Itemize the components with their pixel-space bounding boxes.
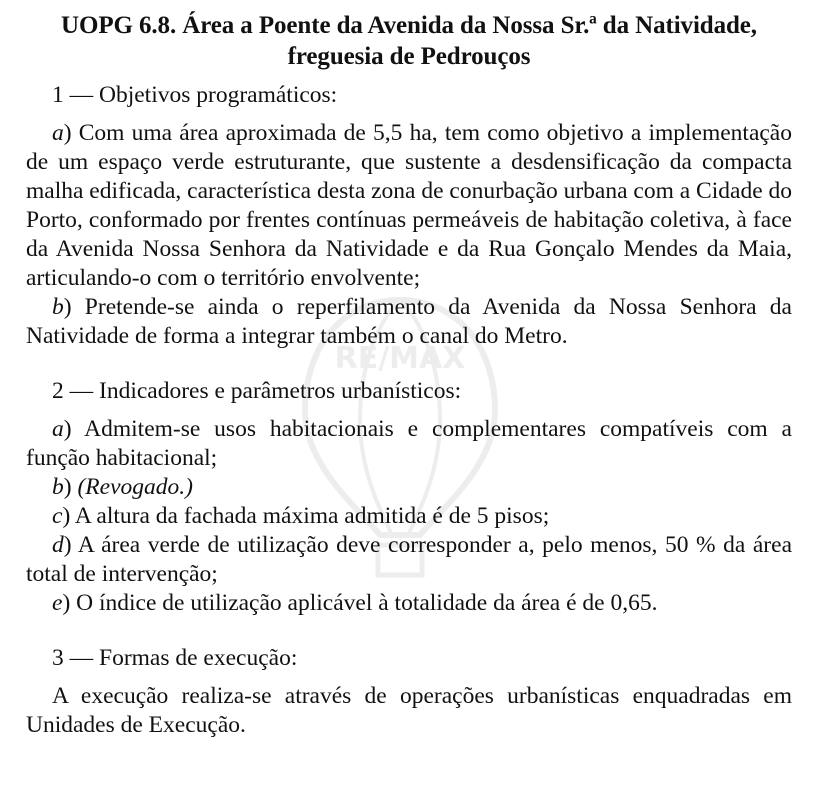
section-2-item-e	[26, 589, 792, 618]
item-text: ) Admitem-se usos habitacionais e complementares compatíveis com a função habitacional;	[26, 416, 792, 471]
section-2-item-b	[26, 473, 792, 502]
title-line-1: UOPG 6.8. Área a Poente da Avenida da Nossa Sr.ª da Natividade,	[61, 12, 757, 39]
item-text: ) Com uma área aproximada de 5,5 ha, tem como objetivo a implementação de um espaço verde estruturante, que sustente a desdensificação da compacta malha edificada, característica desta zona de conurbação urbana com a Cidade do Porto, conformado por frentes contínuas permeáveis de habitação coletiva, à face da Avenida Nossa Senhora da Natividade e da Rua Gonçalo Mendes da Maia, articulando-o com o território envolvente;	[26, 120, 792, 291]
section-1-heading: 1 — Objetivos programáticos:	[52, 82, 338, 108]
item-text: (Revogado.)	[77, 474, 193, 500]
item-label: e	[52, 590, 63, 616]
item-label: b	[52, 294, 64, 320]
item-text: ) A altura da fachada máxima admitida é de 5 pisos;	[62, 503, 550, 529]
section-2-item-c	[26, 502, 792, 531]
watermark-text: RE/MAX	[334, 341, 466, 376]
document-title	[26, 10, 792, 72]
item-label: a	[52, 416, 64, 442]
section-3-heading: 3 — Formas de execução:	[52, 645, 298, 671]
section-2-item-a	[26, 415, 792, 473]
item-paren: )	[63, 474, 78, 500]
section-2-item-d	[26, 531, 792, 589]
item-label: c	[52, 503, 63, 529]
item-text: ) A área verde de utilização deve corresponder a, pelo menos, 50 % da área total de intervenção;	[26, 532, 792, 587]
document-page	[26, 10, 792, 740]
section-3-body: A execução realiza-se através de operações urbanísticas enquadradas em Unidades de Execução.	[26, 683, 792, 738]
section-1-item-a	[26, 119, 792, 293]
item-text: ) Pretende-se ainda o reperfilamento da Avenida da Nossa Senhora da Natividade de forma a integrar também o canal do Metro.	[26, 294, 792, 349]
section-2-heading: 2 — Indicadores e parâmetros urbanísticos:	[52, 378, 462, 404]
item-label: d	[52, 532, 64, 558]
title-line-2: freguesia de Pedrouços	[287, 43, 531, 70]
item-label: a	[52, 120, 64, 146]
item-text: ) O índice de utilização aplicável à totalidade da área é de 0,65.	[62, 590, 658, 616]
section-1-item-b	[26, 293, 792, 351]
item-label: b	[52, 474, 64, 500]
